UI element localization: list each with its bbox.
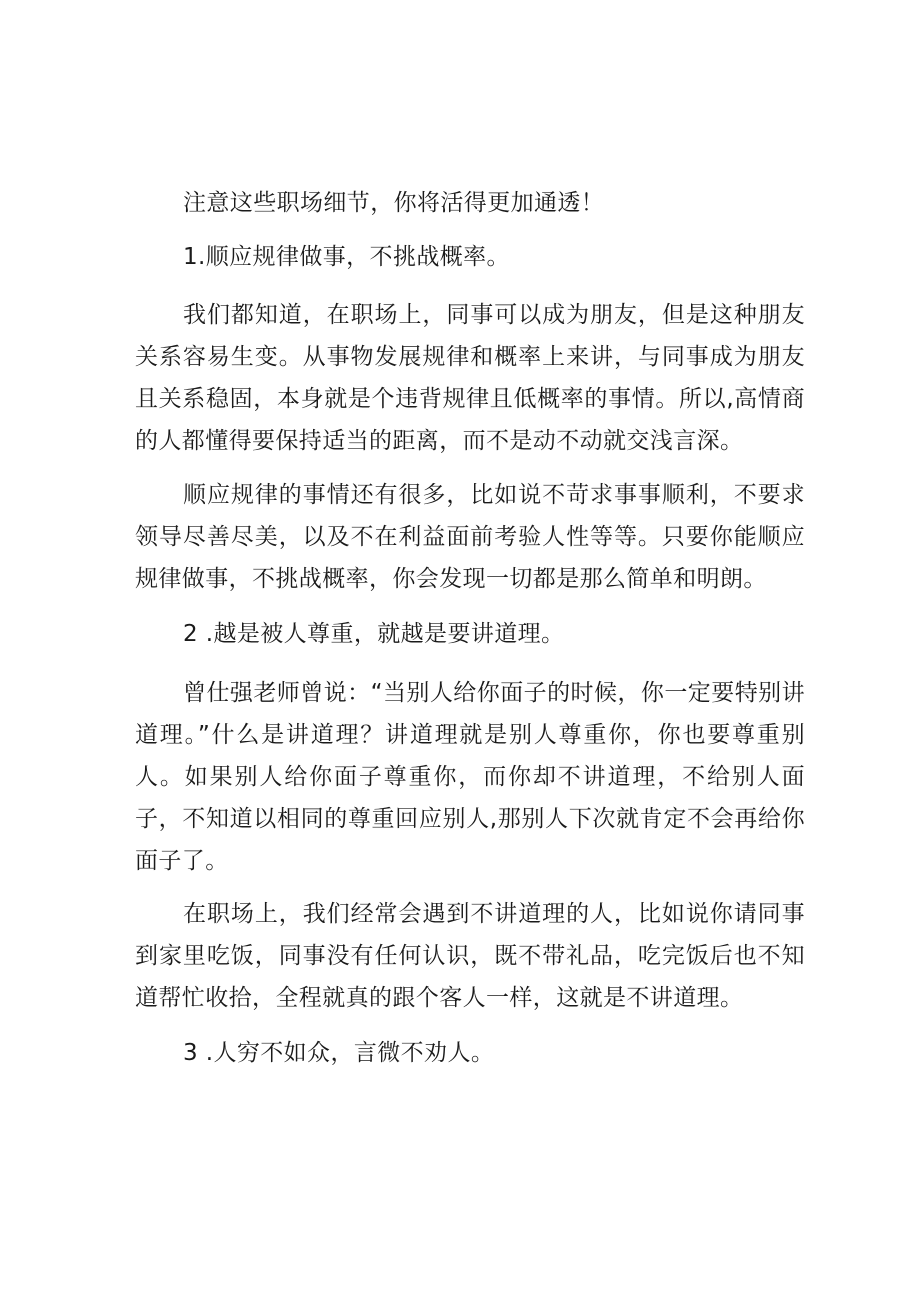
paragraph-1: 我们都知道，在职场上，同事可以成为朋友，但是这种朋友关系容易生变。从事物发展规律和概率上来讲，与同事成为朋友且关系稳固，本身就是个违背规律且低概率的事情。所以,高情商的人都懂得要保持适当的距离，而不是动不动就交浅言深。 — [135, 302, 805, 454]
section-heading-1: 1.顺应规律做事，不挑战概率。 — [183, 244, 510, 270]
section-heading-2: 2 .越是被人尊重，就越是要讲道理。 — [183, 621, 565, 647]
paragraph-2: 顺应规律的事情还有很多，比如说不苛求事事顺利，不要求领导尽善尽美，以及不在利益面前考验人性等等。只要你能顺应规律做事，不挑战概率，你会发现一切都是那么简单和明朗。 — [135, 482, 805, 592]
paragraph-4: 在职场上，我们经常会遇到不讲道理的人，比如说你请同事到家里吃饭，同事没有任何认识，既不带礼品，吃完饭后也不知道帮忙收拾，全程就真的跟个客人一样，这就是不讲道理。 — [135, 901, 805, 1011]
document-title: 注意这些职场细节，你将活得更加通透！ — [183, 190, 605, 216]
paragraph-3: 曾仕强老师曾说：“当别人给你面子的时候，你一定要特别讲道理。”什么是讲道理？讲道理就是别人尊重你，你也要尊重别人。如果别人给你面子尊重你，而你却不讲道理，不给别人面子，不知道以相同的尊重回应别人,那别人下次就肯定不会再给你面子了。 — [135, 680, 805, 874]
section-heading-3: 3 .人穷不如众，言微不劝人。 — [183, 1040, 495, 1066]
